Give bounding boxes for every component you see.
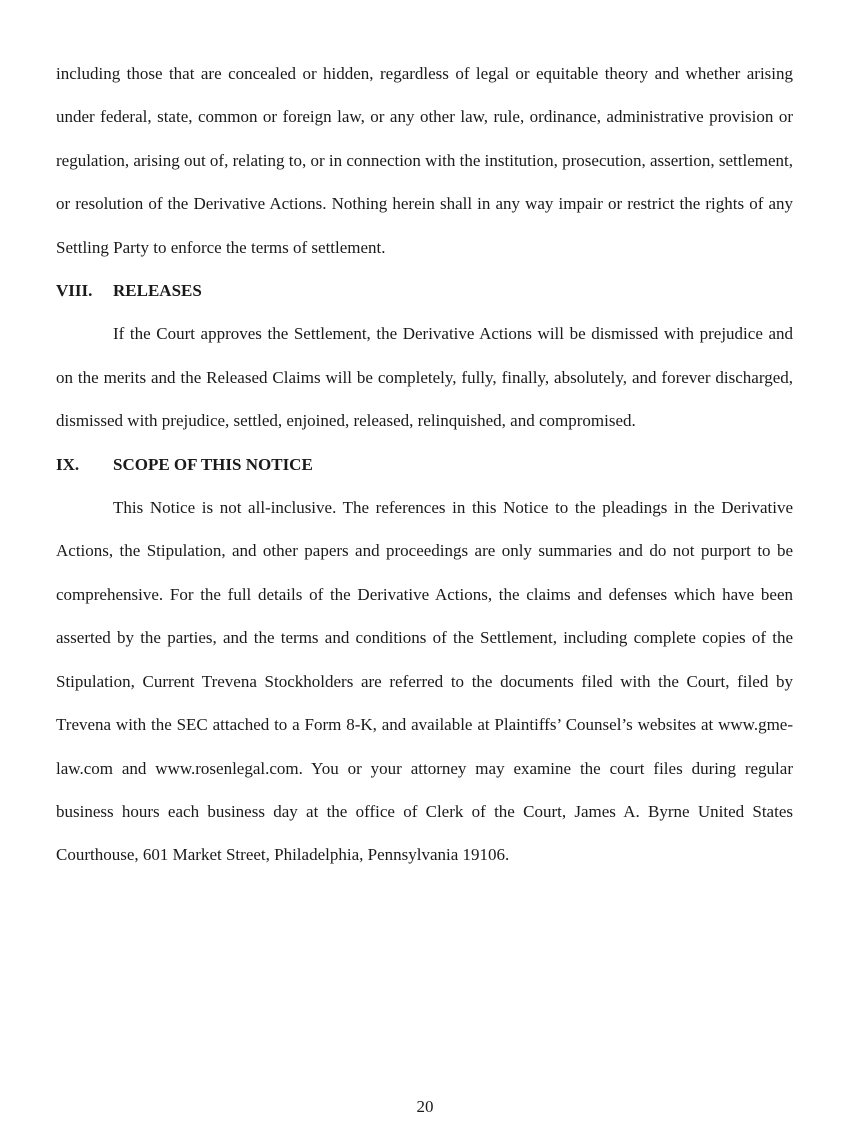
section-number: IX. <box>56 454 80 474</box>
section-number: VIII. <box>56 281 93 301</box>
paragraph-releases: If the Court approves the Settlement, the Derivative Actions will be dismissed with prejudice and on the merits and the Released Claims will be completely, fully, finally, absolutely, and forever discharged, dismissed with prejudice, settled, enjoined, released, relinquished, and compromised. <box>56 324 793 431</box>
section-heading-releases <box>56 269 793 312</box>
paragraph-scope: This Notice is not all-inclusive. The references in this Notice to the pleadings in the Derivative Actions, the Stipulation, and other papers and proceedings are only summaries and do not purport to be comprehensive. For the full details of the Derivative Actions, the claims and defenses which have been asserted by the parties, and the terms and conditions of the Settlement, including complete copies of the Stipulation, Current Trevena Stockholders are referred to the documents filed with the Court, filed by Trevena with the SEC attached to a Form 8-K, and available at Plaintiffs’ Counsel’s websites at www.gme-law.com and www.rosenlegal.com. You or your attorney may examine the court files during regular business hours each business day at the office of Clerk of the Court, James A. Byrne United States Courthouse, 601 Market Street, Philadelphia, Pennsylvania 19106. <box>56 498 793 865</box>
section-title: SCOPE OF THIS NOTICE <box>113 454 313 474</box>
section-title: RELEASES <box>113 281 202 301</box>
section-heading-scope <box>56 443 793 486</box>
document-page <box>56 52 793 877</box>
paragraph-release-scope-continuation: including those that are concealed or hidden, regardless of legal or equitable theory and whether arising under federal, state, common or foreign law, or any other law, rule, ordinance, administrative provision or regulation, arising out of, relating to, or in connection with the institution, prosecution, assertion, settlement, or resolution of the Derivative Actions. Nothing herein shall in any way impair or restrict the rights of any Settling Party to enforce the terms of settlement. <box>56 64 793 257</box>
page-number: 20 <box>416 1097 434 1116</box>
